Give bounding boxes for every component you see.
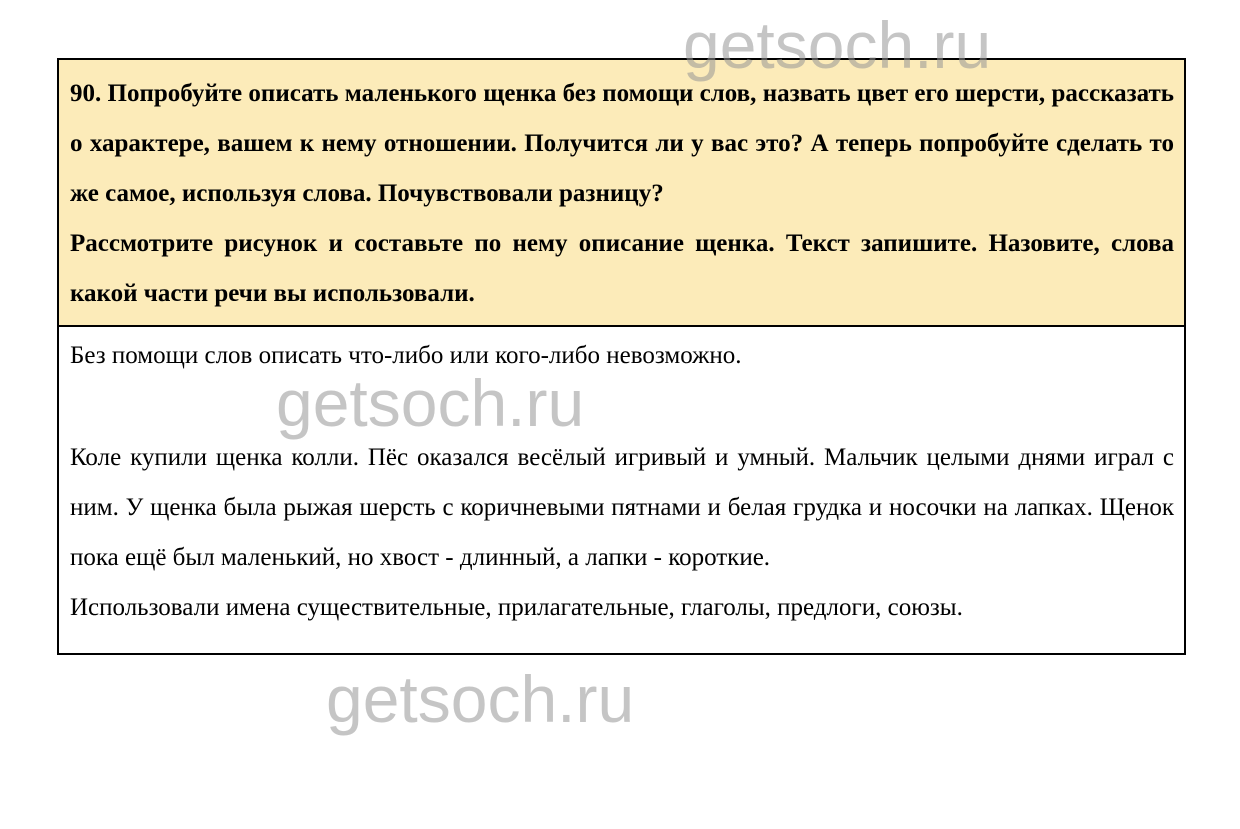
answer-story: Коле купили щенка колли. Пёс оказался весёлый игривый и умный. Мальчик целыми днями играл с ним. У щенка была рыжая шерсть с коричневыми пятнами и белая грудка и носочки на лапках. Щенок пока ещё был маленький, но хвост - длинный, а лапки - короткие. — [70, 444, 1174, 571]
task-paragraph-1: 90. Попробуйте описать маленького щенка без помощи слов, назвать цвет его шерсти, рассказать о характере, вашем к нему отношении. Получится ли у вас это? А теперь попробуйте сделать то же самое, используя слова. Почувствовали разницу? — [70, 80, 1174, 207]
watermark-middle: getsoch.ru — [276, 366, 585, 440]
answer-spacer — [70, 381, 1174, 433]
exercise-sheet — [57, 58, 1186, 655]
answer-block — [59, 327, 1184, 653]
task-block — [59, 60, 1184, 327]
watermark-bottom: getsoch.ru — [326, 662, 635, 736]
task-paragraph-2: Рассмотрите рисунок и составьте по нему описание щенка. Текст запишите. Назовите, слова какой части речи вы использовали. — [70, 230, 1174, 307]
watermark-top: getsoch.ru — [683, 8, 992, 82]
answer-intro: Без помощи слов описать что-либо или кого-либо невозможно. — [70, 342, 742, 369]
answer-conclusion: Использовали имена существительные, прилагательные, глаголы, предлоги, союзы. — [70, 594, 963, 621]
